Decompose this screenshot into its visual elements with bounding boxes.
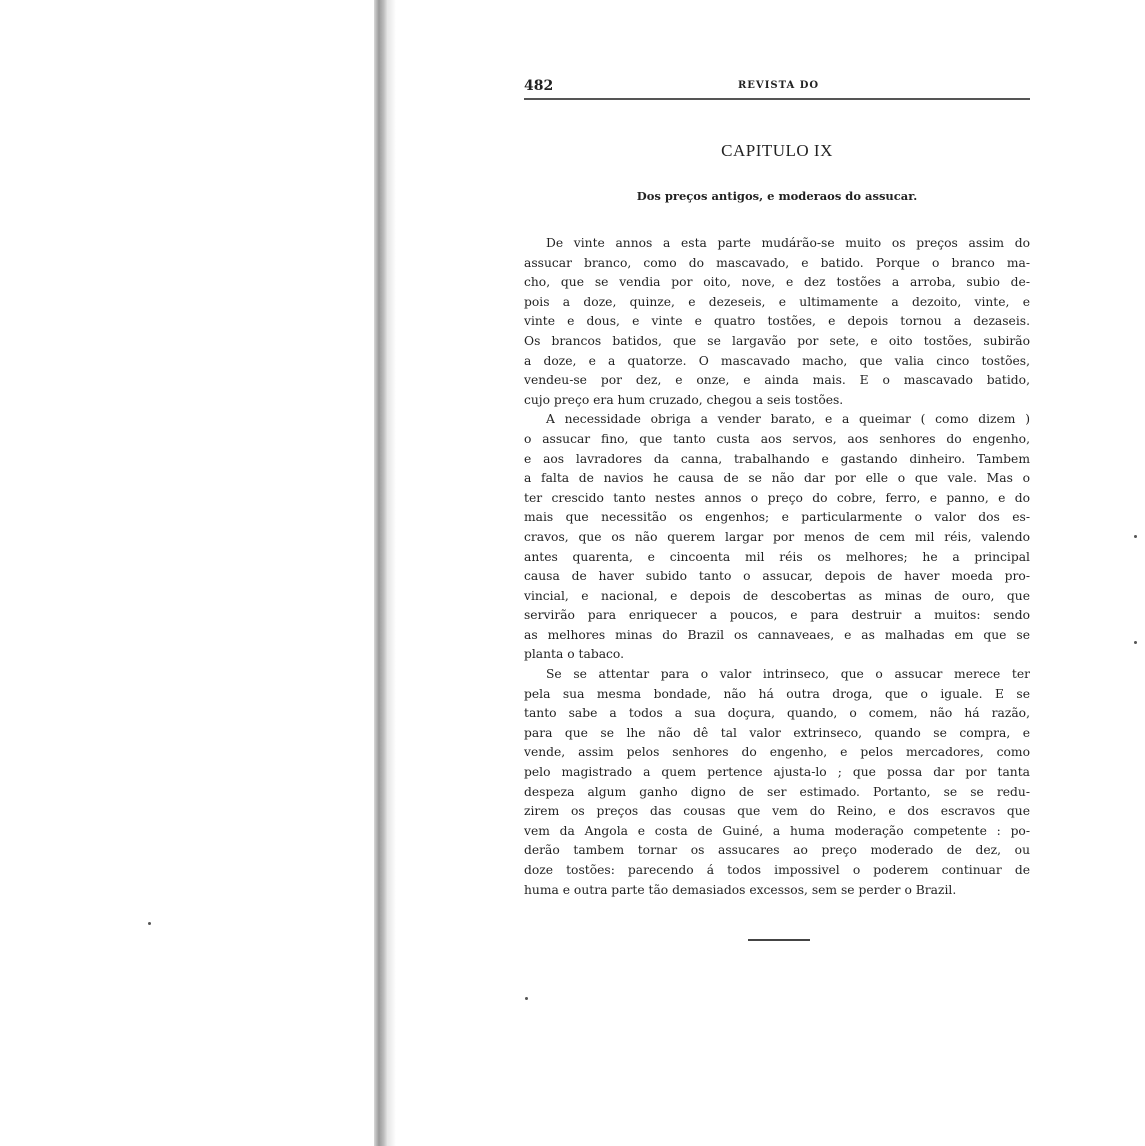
text-line: causa de haver subido tanto o assucar, depois de haver moeda pro- (524, 569, 1030, 584)
text-line: antes quarenta, e cincoenta mil réis os melhores; he a principal (524, 549, 1030, 564)
book-gutter-shadow (374, 0, 388, 1146)
scan-speck (1134, 535, 1137, 538)
body-text (524, 234, 1030, 900)
text-line: vinte e dous, e vinte e quatro tostões, e depois tornou a dezaseis. (524, 314, 1030, 329)
text-line: a falta de navios he causa de se não dar por elle o que vale. Mas o (524, 471, 1030, 486)
text-line: cho, que se vendia por oito, nove, e dez tostões a arroba, subio de- (524, 275, 1030, 290)
text-line: pelo magistrado a quem pertence ajusta-lo ; que possa dar por tanta (524, 765, 1030, 780)
text-line: pela sua mesma bondade, não há outra droga, que o iguale. E se (524, 686, 1030, 701)
text-line: e aos lavradores da canna, trabalhando e gastando dinheiro. Tambem (524, 451, 1030, 466)
text-line: huma e outra parte tão demasiados excessos, sem se perder o Brazil. (524, 882, 957, 897)
text-line: para que se lhe não dê tal valor extrinseco, quando se compra, e (524, 725, 1030, 740)
scan-speck (1134, 641, 1137, 644)
end-rule (748, 939, 810, 941)
paragraph (524, 410, 1030, 665)
text-line: De vinte annos a esta parte mudárão-se muito os preços assim do (546, 236, 1030, 250)
running-head (524, 78, 1030, 94)
text-line: vem da Angola e costa de Guiné, a huma moderação competente : po- (524, 823, 1030, 838)
text-line: despeza algum ganho digno de ser estimado. Portanto, se se redu- (524, 784, 1030, 799)
text-line: vendeu-se por dez, e onze, e ainda mais. E o mascavado batido, (524, 373, 1030, 388)
text-line: cravos, que os não querem largar por menos de cem mil réis, valendo (524, 529, 1030, 544)
text-line: vincial, e nacional, e depois de descobertas as minas de ouro, que (524, 588, 1030, 603)
text-line: Se se attentar para o valor intrinseco, que o assucar merece ter (546, 667, 1030, 682)
text-line: vende, assim pelos senhores do engenho, e pelos mercadores, como (524, 745, 1030, 760)
text-line: Os brancos batidos, que se largavão por sete, e oito tostões, subirão (524, 333, 1030, 348)
text-line: derão tambem tornar os assucares ao preço moderado de dez, ou (524, 843, 1030, 858)
text-line: tanto sabe a todos a sua doçura, quando, o comem, não há razão, (524, 706, 1030, 721)
chapter-subtitle: Dos preços antigos, e moderaos do assucar. (636, 189, 918, 203)
text-line: o assucar fino, que tanto custa aos servos, aos senhores do engenho, (524, 431, 1030, 446)
scan-speck (525, 997, 528, 1000)
text-line: cujo preço era hum cruzado, chegou a seis tostões. (524, 392, 844, 407)
page-number: 482 (524, 78, 554, 94)
text-line: servirão para enriquecer a poucos, e para destruir a muitos: sendo (524, 608, 1030, 623)
text-line: A necessidade obriga a vender barato, e a queimar ( como dizem ) (546, 412, 1030, 427)
text-line: as melhores minas do Brazil os cannaveaes, e as malhadas em que se (524, 627, 1030, 642)
scan-speck (148, 922, 151, 925)
text-line: planta o tabaco. (524, 647, 625, 662)
paragraph (524, 234, 1030, 410)
text-line: pois a doze, quinze, e dezeseis, e ultimamente a dezoito, vinte, e (524, 294, 1030, 309)
text-line: doze tostões: parecendo á todos impossivel o poderem continuar de (524, 863, 1030, 877)
text-line: zirem os preços das cousas que vem do Reino, e dos escravos que (524, 804, 1030, 819)
text-line: assucar branco, como do mascavado, e batido. Porque o branco ma- (524, 255, 1030, 270)
running-title: REVISTA DO (738, 80, 820, 91)
chapter-title: CAPITULO IX (721, 141, 833, 160)
text-line: a doze, e a quatorze. O mascavado macho, que valia cinco tostões, (524, 353, 1030, 368)
text-line: ter crescido tanto nestes annos o preço do cobre, ferro, e panno, e do (524, 490, 1030, 505)
gutter-fade (388, 0, 396, 1146)
header-rule (524, 98, 1030, 100)
text-line: mais que necessitão os engenhos; e particularmente o valor dos es- (524, 510, 1030, 525)
paragraph (524, 665, 1030, 900)
